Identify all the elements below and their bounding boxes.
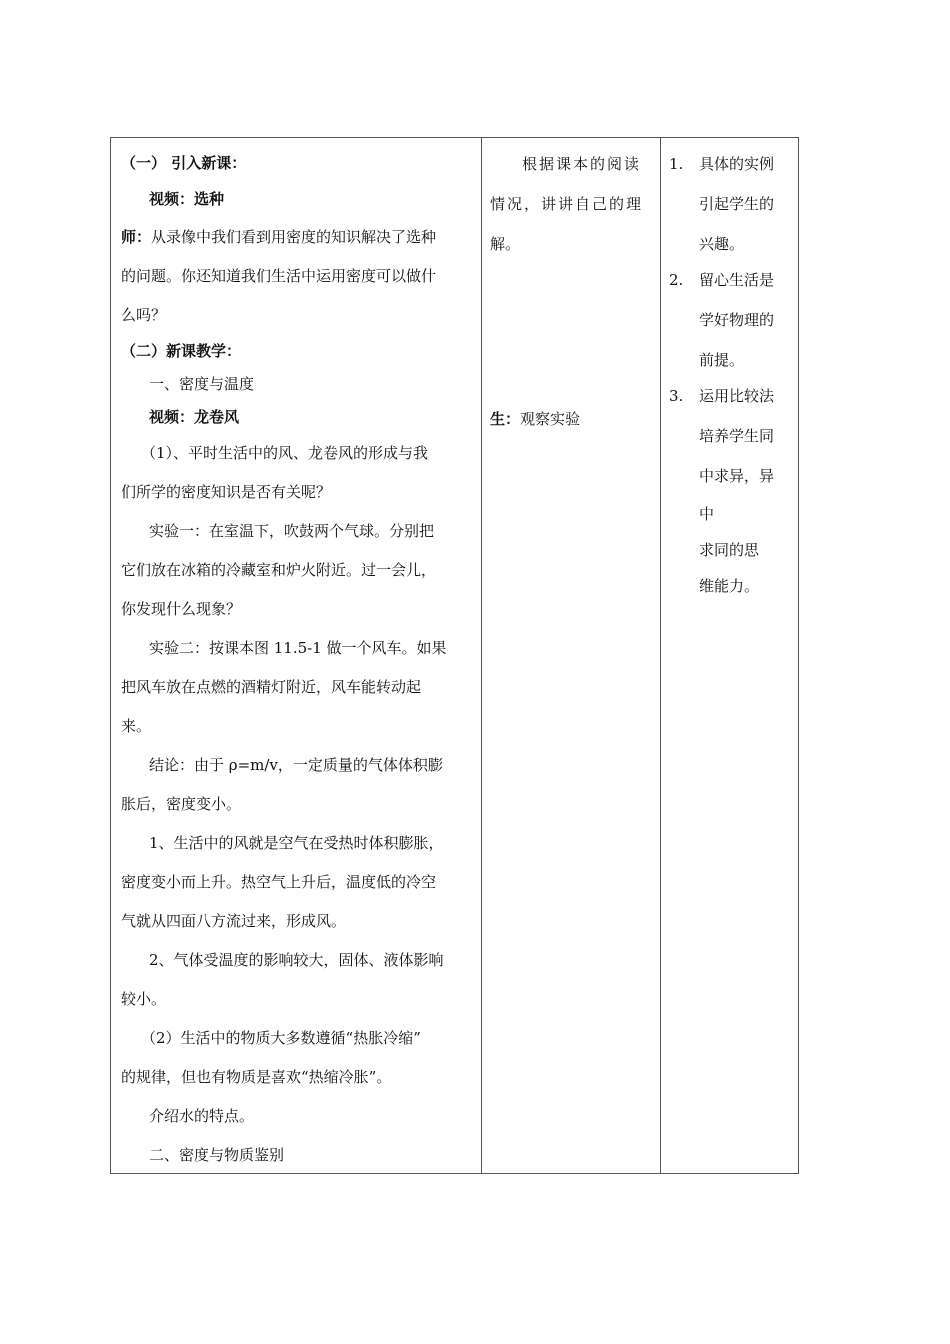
subsection-title: 一、密度与温度 (149, 375, 255, 393)
item-line: 培养学生同 (699, 427, 775, 445)
item-line: 中 (699, 505, 715, 523)
lesson-table (110, 137, 799, 1174)
paragraph-line: 来。 (121, 717, 152, 735)
student-activity-column (482, 138, 661, 1173)
paragraph-line: 们所学的密度知识是否有关呢？ (121, 483, 332, 501)
item-line: 运用比较法 (699, 387, 775, 405)
paragraph-line: 它们放在冰箱的冷藏室和炉火附近。过一会儿， (121, 561, 437, 579)
item-line: 留心生活是 (699, 271, 775, 289)
paragraph-line: 情况，讲讲自己的理 (490, 195, 644, 213)
numbered-item (669, 260, 794, 380)
teaching-content-column (111, 138, 482, 1173)
paragraph-line: 结论：由于 ρ=m/v，一定质量的气体体积膨 (149, 756, 443, 774)
paragraph-line: 密度变小而上升。热空气上升后，温度低的冷空 (121, 873, 437, 891)
numbered-item (669, 376, 794, 604)
speaker-label: 师： (121, 228, 152, 246)
text: 观察实验 (520, 410, 581, 428)
item-line: 求同的思 (699, 541, 760, 559)
item-line: 兴趣。 (699, 235, 745, 253)
subsection-title: 二、密度与物质鉴别 (149, 1146, 285, 1164)
item-line: 具体的实例 (699, 155, 775, 173)
paragraph-line: 1、生活中的风就是空气在受热时体积膨胀， (149, 834, 444, 852)
item-line: 引起学生的 (699, 195, 775, 213)
paragraph-line: （1）、平时生活中的风、龙卷风的形成与我 (141, 444, 429, 462)
section-heading: （二）新课教学： (121, 342, 242, 360)
paragraph-line: 胀后，密度变小。 (121, 795, 242, 813)
paragraph-line: 实验一：在室温下，吹鼓两个气球。分别把 (149, 522, 435, 540)
paragraph-line: （2）生活中的物质大多数遵循“热胀冷缩” (141, 1029, 421, 1047)
paragraph-line: 的问题。你还知道我们生活中运用密度可以做什 (121, 267, 437, 285)
paragraph-line: 你发现什么现象？ (121, 600, 242, 618)
item-line: 中求异，异 (699, 467, 775, 485)
paragraph-line: 气就从四面八方流过来，形成风。 (121, 912, 347, 930)
paragraph-line: 解。 (490, 235, 521, 253)
paragraph (121, 218, 472, 257)
paragraph-line: 么吗？ (121, 306, 167, 324)
item-number: 3. (669, 387, 684, 405)
video-label: 视频：选种 (149, 190, 225, 208)
paragraph-line: 把风车放在点燃的酒精灯附近，风车能转动起 (121, 678, 422, 696)
item-number: 2. (669, 271, 684, 289)
numbered-item (669, 144, 794, 264)
paragraph-line: 根据课本的阅读 (522, 155, 642, 173)
design-intent-column (661, 138, 798, 1173)
item-line: 学好物理的 (699, 311, 775, 329)
video-label: 视频：龙卷风 (149, 408, 240, 426)
text: 从录像中我们看到用密度的知识解决了选种 (151, 228, 437, 246)
section-heading: （一） 引入新课： (121, 154, 247, 172)
paragraph-line: 实验二：按课本图 11.5-1 做一个风车。如果 (149, 639, 447, 657)
speaker-label: 生： (490, 410, 521, 428)
paragraph-line: 较小。 (121, 990, 167, 1008)
paragraph-line: 2、气体受温度的影响较大，固体、液体影响 (149, 951, 444, 969)
paragraph (490, 400, 653, 439)
paragraph-line: 的规律，但也有物质是喜欢“热缩冷胀”。 (121, 1068, 392, 1086)
item-number: 1. (669, 155, 684, 173)
item-line: 维能力。 (699, 577, 760, 595)
item-line: 前提。 (699, 351, 745, 369)
paragraph-line: 介绍水的特点。 (149, 1107, 255, 1125)
